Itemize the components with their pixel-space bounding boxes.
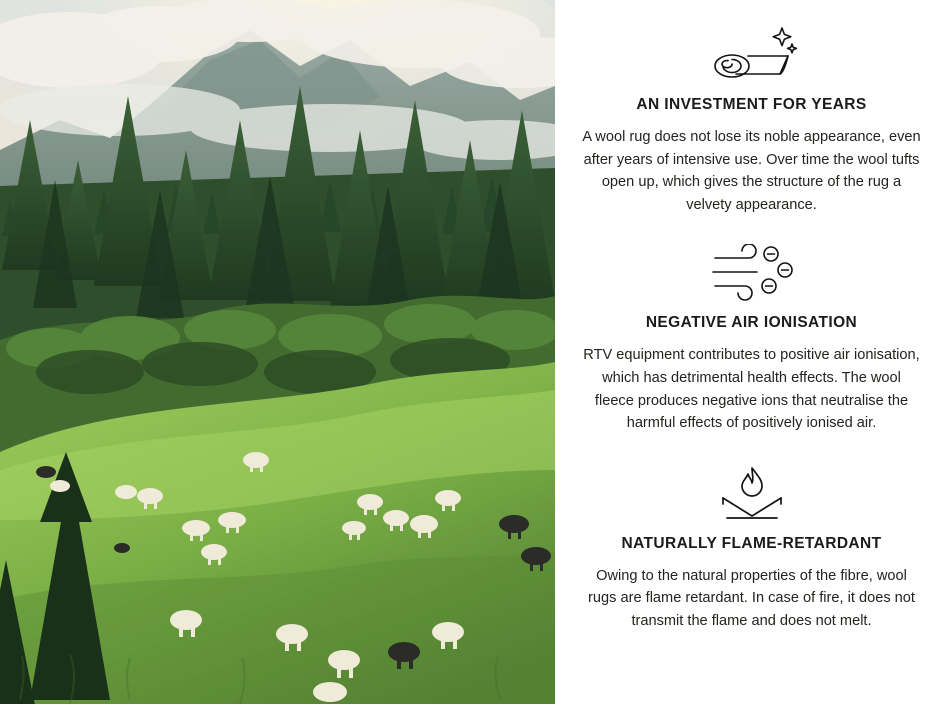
rolled-rug-sparkle-icon	[706, 24, 798, 86]
feature-item-flame-retardant	[565, 463, 938, 633]
feature-title: AN INVESTMENT FOR YEARS	[636, 96, 867, 113]
feature-body: A wool rug does not lose its noble appearance, even after years of intensive use. Over time the wool tufts open up, which gives the structure of the rug a velvety appearance.	[582, 129, 921, 213]
negative-air-ions-icon	[709, 242, 795, 304]
feature-item-air-ionisation	[565, 242, 938, 434]
feature-body: RTV equipment contributes to positive air ionisation, which has detrimental health effects. The wool fleece produces negative ions that neutralise the harmful effects of positively ionised air.	[583, 347, 920, 432]
feature-list	[555, 0, 948, 704]
feature-body: Owing to the natural properties of the fibre, wool rugs are flame retardant. In case of fire, it does not transmit the flame and does not melt.	[588, 567, 915, 630]
feature-title: NEGATIVE AIR IONISATION	[645, 314, 858, 332]
feature-item-investment	[565, 24, 938, 216]
flame-retardant-icon	[709, 463, 795, 525]
feature-title: NATURALLY FLAME-RETARDANT	[621, 534, 882, 552]
